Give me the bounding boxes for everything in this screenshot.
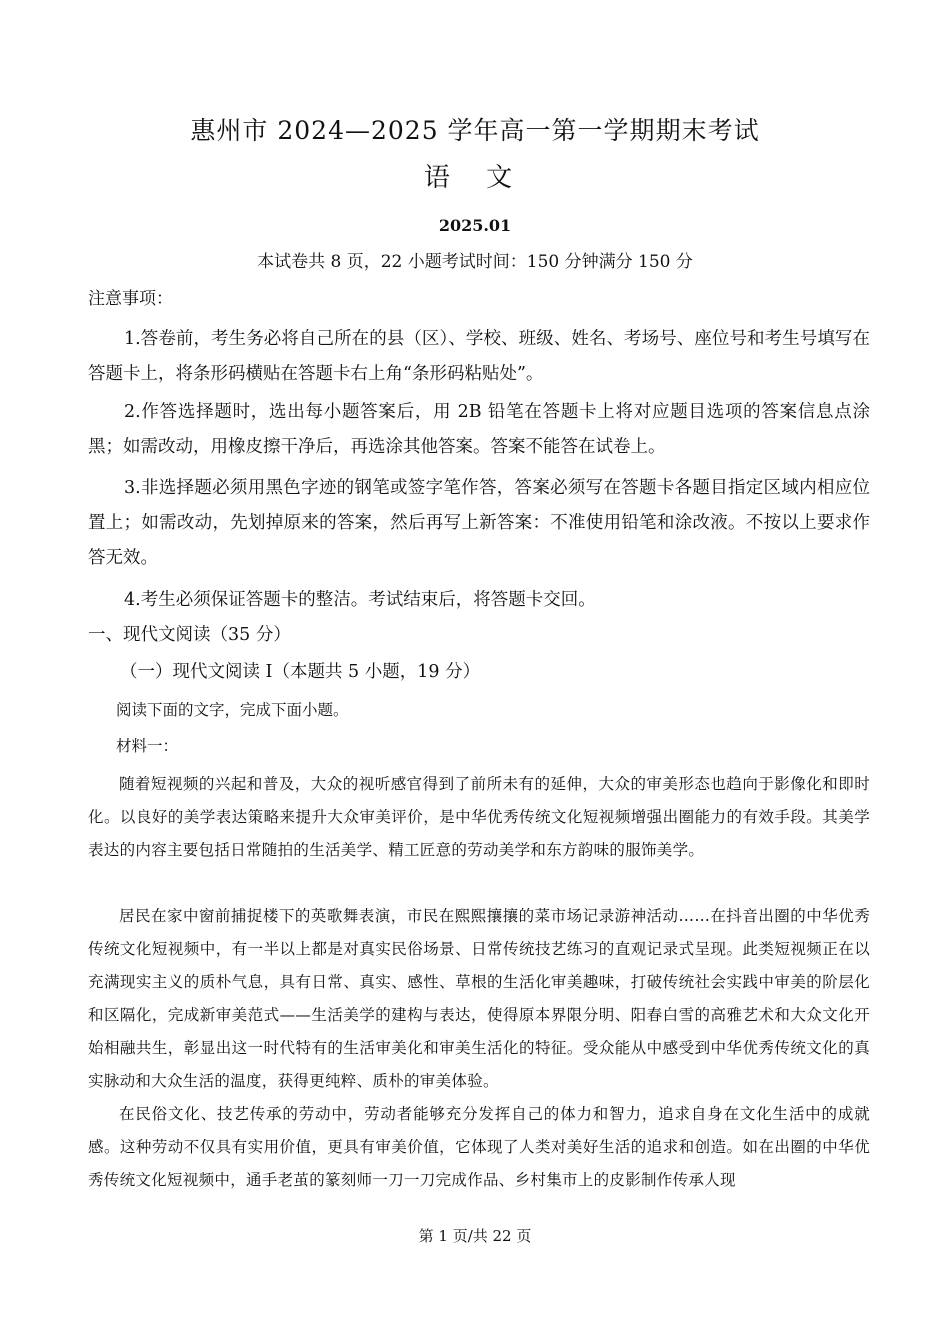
subsection-heading: （一）现代文阅读 Ⅰ（本题共 5 小题，19 分） (120, 662, 481, 682)
exam-info: 本试卷共 8 页，22 小题考试时间：150 分钟满分 150 分 (257, 252, 693, 272)
notice-item-2: 2.作答选择题时，选出每小题答案后，用 2B 铅笔在答题卡上将对应题目选项的答案信息点涂黑；如需改动，用橡皮擦干净后，再选涂其他答案。答案不能答在试卷上。 (88, 402, 870, 457)
material-paragraph: 随着短视频的兴起和普及，大众的视听感官得到了前所未有的延伸，大众的审美形态也趋向于影像化和即时化。以良好的美学表达策略来提升大众审美评价，是中华优秀传统文化短视频增强出圈能力的有效手段。其美学表达的内容主要包括日常随拍的生活美学、精工匠意的劳动美学和东方韵味的服饰美学。 (88, 775, 870, 859)
page-footer: 第 1 页/共 22 页 (418, 1227, 532, 1245)
material-paragraph: 在民俗文化、技艺传承的劳动中，劳动者能够充分发挥自己的体力和智力，追求自身在文化生活中的成就感。这种劳动不仅具有实用价值，更具有审美价值，它体现了人类对美好生活的追求和创造。如在出圈的中华优秀传统文化短视频中，通手老茧的篆刻师一刀一刀完成作品、乡村集市上的皮影制作传承人现 (88, 1105, 870, 1189)
notes-label: 注意事项： (88, 289, 173, 309)
exam-title: 惠州市 2024—2025 学年高一第一学期期末考试 (190, 116, 760, 145)
material-paragraph: 居民在家中窗前捕捉楼下的英歌舞表演，市民在熙熙攘攘的菜市场记录游神活动……在抖音出圈的中华优秀传统文化短视频中，有一半以上都是对真实民俗场景、日常传统技艺练习的直观记录式呈现。此类短视频正在以充满现实主义的质朴气息，具有日常、真实、感性、草根的生活化审美趣味，打破传统社会实践中审美的阶层化和区隔化，完成新审美范式——生活美学的建构与表达，使得原本界限分明、阳春白雪的高雅艺术和大众文化开始相融共生，彰显出这一时代特有的生活审美化和审美生活化的特征。受众能从中感受到中华优秀传统文化的真实脉动和大众生活的温度，获得更纯粹、质朴的审美体验。 (88, 907, 870, 1090)
section-heading: 一、现代文阅读（35 分） (88, 625, 291, 645)
notice-item-4: 4.考生必须保证答题卡的整洁。考试结束后，将答题卡交回。 (124, 590, 596, 610)
notice-item-3: 3.非选择题必须用黑色字迹的钢笔或签字笔作答，答案必须写在答题卡各题目指定区域内相应位置上；如需改动，先划掉原来的答案，然后再写上新答案：不准使用铅笔和涂改液。不按以上要求作答无效。 (88, 478, 870, 568)
notice-item-1: 1.答卷前，考生务必将自己所在的县（区）、学校、班级、姓名、考场号、座位号和考生号填写在答题卡上，将条形码横贴在答题卡右上角“条形码粘贴处”。 (88, 329, 870, 384)
material-label: 材料一： (116, 737, 179, 755)
subject-title: 语 文 (423, 163, 527, 193)
exam-date: 2025.01 (438, 216, 512, 235)
reading-instruction: 阅读下面的文字，完成下面小题。 (116, 701, 349, 719)
